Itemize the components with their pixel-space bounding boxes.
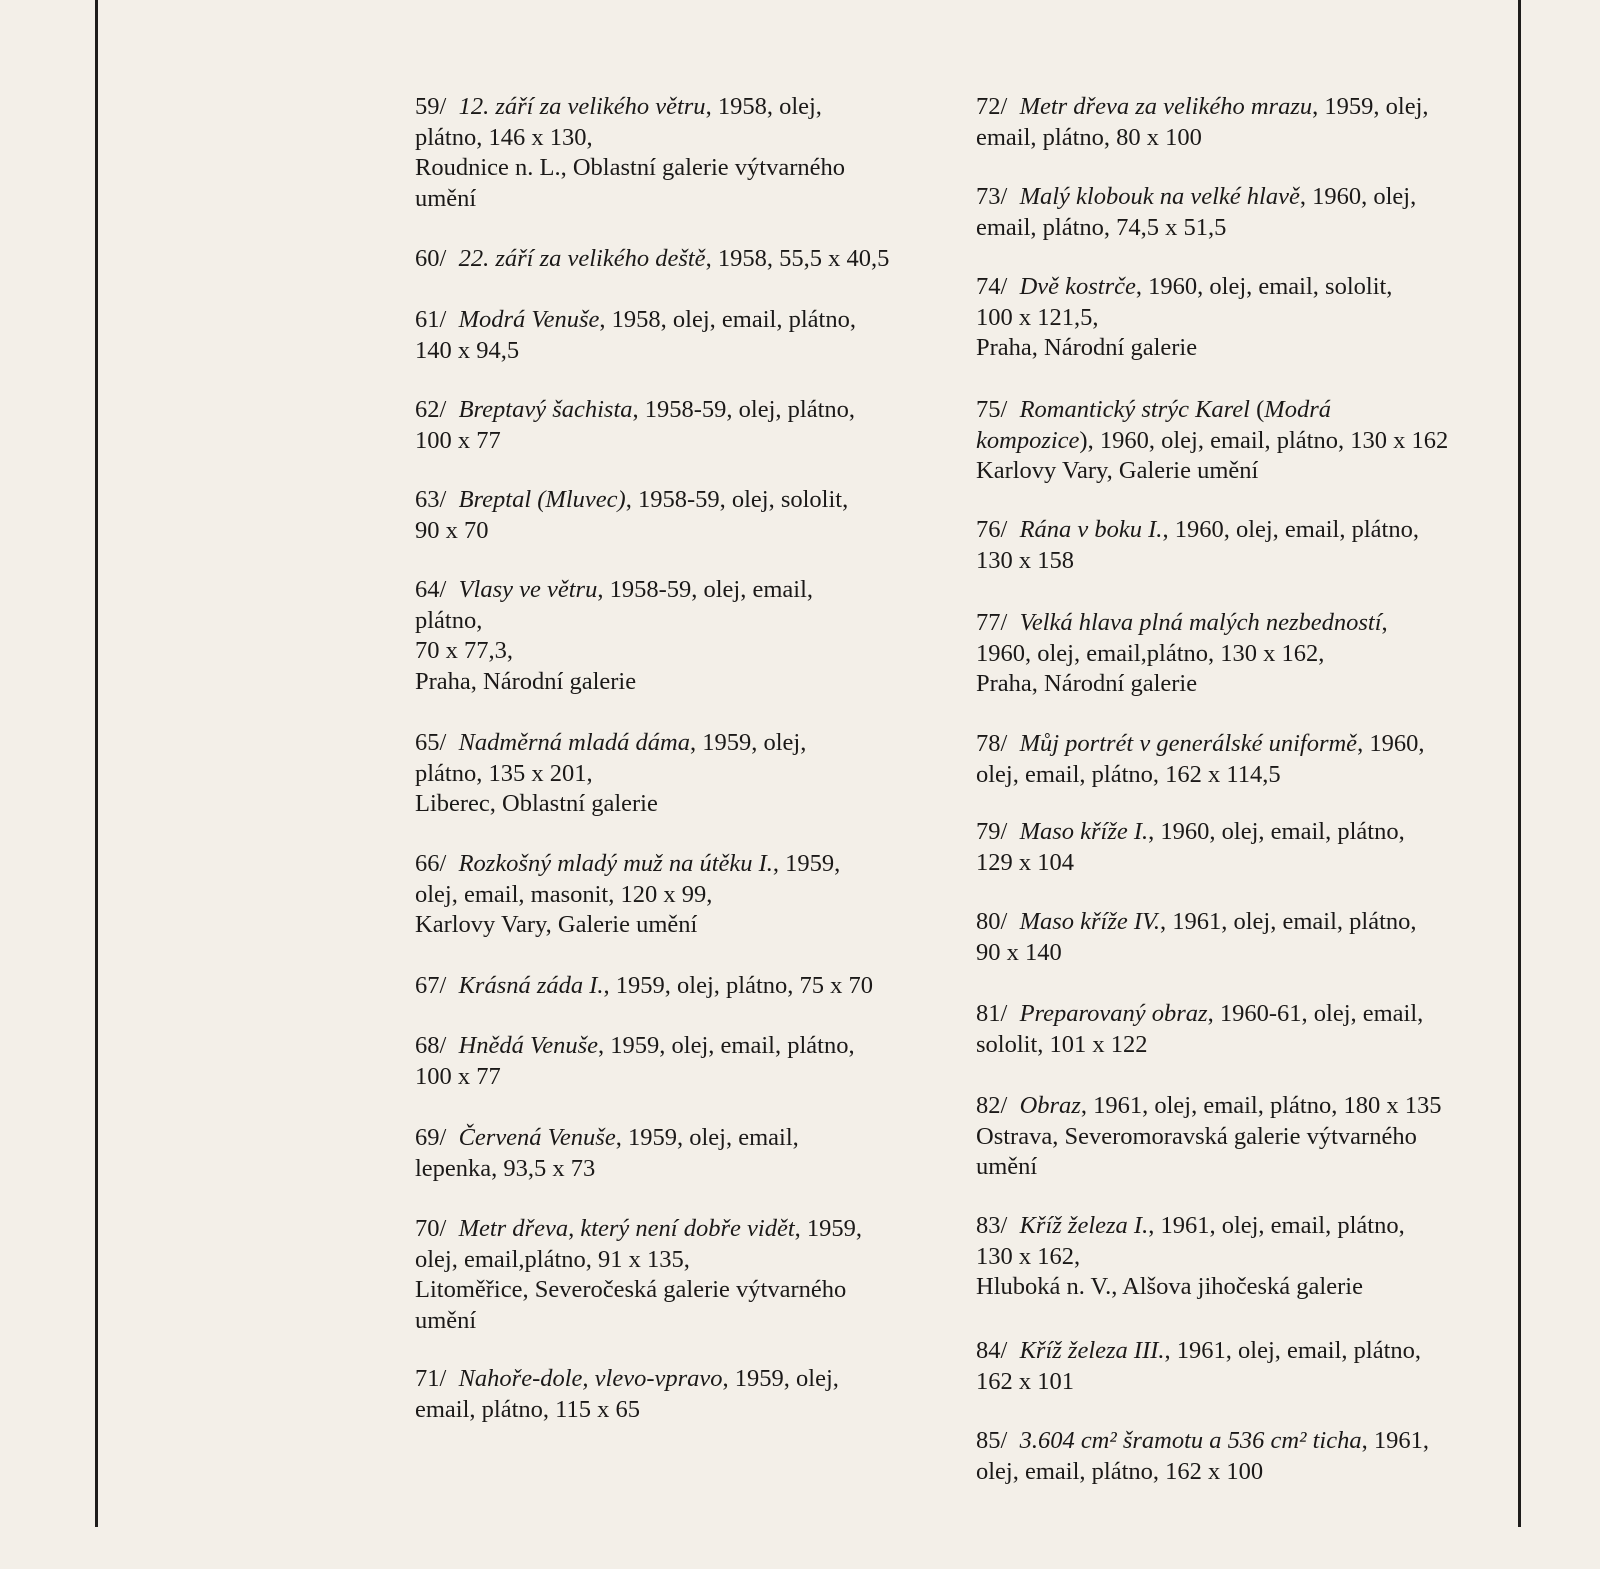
- entry-detail-line: email, plátno, 74,5 x 51,5: [976, 213, 1227, 241]
- catalog-entry: [976, 182, 1516, 243]
- entry-number: 65/: [415, 729, 447, 756]
- catalog-entry: [415, 1123, 935, 1184]
- catalog-entry: [976, 1211, 1516, 1303]
- entry-title: 22. září za velikého deště: [458, 245, 706, 272]
- entry-detail-line: umění: [976, 1153, 1038, 1180]
- entry-first-line: [976, 608, 1516, 639]
- entry-title: Rozkošný mladý muž na útěku I.: [458, 850, 773, 877]
- entry-details: , 1961, olej, email, plátno, 180 x 135: [1080, 1092, 1442, 1119]
- entry-first-line: [415, 971, 935, 1002]
- entry-detail-line: email, plátno, 115 x 65: [415, 1395, 640, 1423]
- entry-detail-line: 130 x 162,: [976, 1242, 1081, 1270]
- entry-number: 73/: [976, 183, 1008, 210]
- catalog-entry: [415, 305, 935, 366]
- entry-detail-line: olej, email,plátno, 91 x 135,: [415, 1245, 690, 1273]
- catalog-entry: [976, 272, 1516, 364]
- entry-number: 64/: [415, 576, 447, 603]
- entry-first-line: [976, 1426, 1516, 1457]
- entry-title: Dvě kostrče: [1019, 273, 1136, 300]
- entry-title-cont: Modrá: [1264, 396, 1331, 423]
- entry-details: , 1959,: [772, 850, 841, 877]
- catalog-entry: [415, 575, 935, 697]
- entry-details: ,: [1381, 609, 1388, 636]
- entry-details: , 1958-59, olej, email,: [597, 576, 814, 603]
- entry-details: , 1959, olej, plátno, 75 x 70: [603, 972, 874, 999]
- entry-first-line: [415, 395, 935, 426]
- entry-first-line: [976, 999, 1516, 1030]
- entry-first-line: [415, 92, 935, 123]
- catalog-entry: [976, 395, 1516, 487]
- entry-number: 80/: [976, 908, 1008, 935]
- entry-first-line: [415, 1214, 935, 1245]
- entry-detail-line: Liberec, Oblastní galerie: [415, 790, 658, 817]
- entry-detail-line: 130 x 158: [976, 546, 1074, 574]
- left-margin-rule: [95, 0, 98, 1527]
- entry-details: , 1959, olej,: [689, 729, 807, 756]
- entry-detail-line: Karlovy Vary, Galerie umění: [976, 457, 1259, 484]
- entry-title-paren: (: [1249, 396, 1265, 423]
- entry-first-line: [976, 817, 1516, 848]
- entry-details: , 1961,: [1361, 1427, 1429, 1454]
- entry-details: , 1958-59, olej, plátno,: [632, 396, 856, 423]
- entry-details: , 1960,: [1357, 730, 1425, 757]
- catalog-entry: [415, 1214, 935, 1336]
- entry-title: Malý klobouk na velké hlavě: [1019, 183, 1300, 210]
- entry-detail-line: Praha, Národní galerie: [976, 670, 1198, 697]
- entry-details: , 1959, olej, email, plátno,: [598, 1032, 855, 1059]
- entry-first-line: [415, 485, 935, 516]
- entry-number: 59/: [415, 93, 447, 120]
- entry-title: Můj portrét v generálské uniformě: [1019, 730, 1358, 757]
- catalog-entry: [415, 92, 935, 214]
- entry-title: Modrá Venuše: [458, 306, 600, 333]
- catalog-entry: [415, 485, 935, 546]
- entry-title: Metr dřeva, který není dobře vidět: [458, 1215, 795, 1242]
- entry-detail-line: plátno, 135 x 201,: [415, 759, 593, 787]
- entry-first-line: [415, 1123, 935, 1154]
- entry-detail-line: Roudnice n. L., Oblastní galerie výtvarného: [415, 154, 845, 181]
- entry-title: Breptavý šachista: [458, 396, 633, 423]
- entry-first-line: [415, 849, 935, 880]
- entry-title: Nahoře-dole, vlevo-vpravo: [458, 1365, 723, 1392]
- entry-detail-line: Ostrava, Severomoravská galerie výtvarného: [976, 1122, 1417, 1150]
- entry-title: Hnědá Venuše: [458, 1032, 599, 1059]
- entry-detail-line: 100 x 77: [415, 1062, 501, 1090]
- entry-title: Romantický strýc Karel: [1019, 396, 1250, 423]
- entry-first-line: [976, 92, 1516, 123]
- entry-number: 60/: [415, 245, 447, 272]
- entry-number: 69/: [415, 1124, 447, 1151]
- entry-number: 85/: [976, 1427, 1008, 1454]
- entry-first-line: [415, 305, 935, 336]
- entry-detail-line: 90 x 70: [415, 516, 489, 544]
- catalog-entry: [976, 729, 1516, 790]
- entry-detail-line: email, plátno, 80 x 100: [976, 123, 1202, 151]
- entry-detail-line: plátno,: [415, 606, 483, 634]
- entry-number: 81/: [976, 1000, 1008, 1027]
- catalog-entry: [976, 92, 1516, 153]
- entry-details: , 1958, 55,5 x 40,5: [705, 245, 890, 272]
- entry-title: Červená Venuše: [458, 1124, 616, 1151]
- entry-detail-line: 90 x 140: [976, 938, 1062, 966]
- entry-detail-line: 70 x 77,3,: [415, 637, 513, 664]
- entry-details: , 1960, olej,: [1299, 183, 1417, 210]
- entry-details: ), 1960, olej, email, plátno, 130 x 162: [1079, 426, 1449, 454]
- entry-number: 61/: [415, 306, 447, 333]
- entry-detail-line: 162 x 101: [976, 1367, 1074, 1395]
- entry-detail-line: Praha, Národní galerie: [976, 334, 1198, 361]
- entry-details: , 1960, olej, email, plátno,: [1162, 516, 1419, 543]
- entry-number: 62/: [415, 396, 447, 423]
- entry-title: Kříž železa III.: [1019, 1337, 1165, 1364]
- entry-details: , 1959, olej,: [1312, 93, 1429, 120]
- entry-first-line: [415, 1031, 935, 1062]
- entry-title-cont: kompozice: [976, 426, 1080, 454]
- entry-details: , 1959,: [794, 1215, 863, 1242]
- entry-number: 79/: [976, 818, 1008, 845]
- catalog-entry: [976, 907, 1516, 968]
- entry-detail-line: 100 x 121,5,: [976, 303, 1099, 331]
- entry-details: , 1960, olej, email, plátno,: [1148, 818, 1405, 845]
- entry-number: 70/: [415, 1215, 447, 1242]
- entry-title: Krásná záda I.: [458, 972, 604, 999]
- catalog-entry: [976, 817, 1516, 878]
- entry-number: 75/: [976, 396, 1008, 423]
- entry-detail-line: Karlovy Vary, Galerie umění: [415, 911, 698, 938]
- entry-title: Metr dřeva za velikého mrazu: [1019, 93, 1313, 120]
- entry-number: 68/: [415, 1032, 447, 1059]
- entry-number: 72/: [976, 93, 1008, 120]
- catalog-entry: [415, 1364, 935, 1425]
- entry-first-line: [976, 907, 1516, 938]
- entry-number: 83/: [976, 1212, 1008, 1239]
- entry-title: Maso kříže IV.: [1019, 908, 1160, 935]
- entry-first-line: [976, 1211, 1516, 1242]
- entry-number: 78/: [976, 730, 1008, 757]
- entry-details: , 1959, olej, email,: [615, 1124, 799, 1151]
- catalog-entry: [415, 244, 935, 275]
- entry-number: 74/: [976, 273, 1008, 300]
- entry-number: 84/: [976, 1337, 1008, 1364]
- entry-number: 66/: [415, 850, 447, 877]
- entry-details: , 1961, olej, email, plátno,: [1159, 908, 1417, 935]
- entry-number: 63/: [415, 486, 447, 513]
- entry-title: Obraz: [1019, 1092, 1081, 1119]
- entry-first-line: [976, 272, 1516, 303]
- entry-number: 67/: [415, 972, 447, 999]
- entry-title: 12. září za velikého větru: [458, 93, 706, 120]
- entry-title: Preparovaný obraz: [1019, 1000, 1208, 1027]
- entry-detail-line: [976, 426, 1516, 457]
- entry-title: Velká hlava plná malých nezbedností: [1019, 609, 1382, 636]
- entry-details: , 1958, olej,: [705, 93, 822, 120]
- entry-detail-line: Hluboká n. V., Alšova jihočeská galerie: [976, 1273, 1363, 1300]
- entry-detail-line: plátno, 146 x 130,: [415, 123, 593, 151]
- entry-details: , 1961, olej, email, plátno,: [1164, 1337, 1422, 1364]
- entry-details: , 1960, olej, email, sololit,: [1135, 273, 1393, 300]
- entry-number: 76/: [976, 516, 1008, 543]
- entry-title: Rána v boku I.: [1019, 516, 1163, 543]
- catalog-entry: [415, 849, 935, 941]
- catalog-entry: [976, 1091, 1516, 1183]
- entry-details: , 1958, olej, email, plátno,: [599, 306, 856, 333]
- entry-detail-line: 1960, olej, email,plátno, 130 x 162,: [976, 639, 1325, 667]
- entry-first-line: [976, 1336, 1516, 1367]
- entry-detail-line: 100 x 77: [415, 426, 501, 454]
- entry-detail-line: umění: [415, 184, 477, 212]
- entry-detail-line: 140 x 94,5: [415, 336, 520, 364]
- entry-first-line: [976, 515, 1516, 546]
- entry-first-line: [415, 728, 935, 759]
- catalog-entry: [976, 515, 1516, 576]
- entry-number: 82/: [976, 1092, 1008, 1119]
- entry-title: Breptal (Mluvec): [458, 486, 626, 513]
- entry-first-line: [976, 1091, 1516, 1122]
- entry-details: , 1961, olej, email, plátno,: [1148, 1212, 1405, 1239]
- entry-detail-line: olej, email, masonit, 120 x 99,: [415, 880, 713, 908]
- entry-first-line: [976, 729, 1516, 760]
- catalog-entry: [415, 971, 935, 1002]
- catalog-entry: [415, 1031, 935, 1092]
- entry-title: Nadměrná mladá dáma: [458, 729, 690, 756]
- entry-detail-line: 129 x 104: [976, 848, 1074, 876]
- catalog-entry: [976, 608, 1516, 700]
- entry-title: Vlasy ve větru: [458, 576, 598, 603]
- entry-detail-line: Litoměřice, Severočeská galerie výtvarného: [415, 1276, 847, 1303]
- entry-first-line: [976, 395, 1516, 426]
- entry-detail-line: lepenka, 93,5 x 73: [415, 1154, 596, 1182]
- entry-detail-line: Praha, Národní galerie: [415, 667, 637, 695]
- entry-first-line: [415, 244, 935, 275]
- entry-detail-line: umění: [415, 1306, 477, 1334]
- entry-number: 71/: [415, 1365, 447, 1392]
- right-margin-rule: [1518, 0, 1521, 1527]
- entry-first-line: [415, 1364, 935, 1395]
- entry-title: 3.604 cm² šramotu a 536 cm² ticha: [1019, 1427, 1362, 1454]
- entry-title: Kříž železa I.: [1019, 1212, 1149, 1239]
- catalog-entry: [415, 728, 935, 820]
- catalog-entry: [976, 1426, 1516, 1487]
- entry-first-line: [415, 575, 935, 606]
- catalog-entry: [976, 999, 1516, 1060]
- entry-number: 77/: [976, 609, 1008, 636]
- entry-details: , 1958-59, olej, sololit,: [625, 486, 849, 513]
- entry-first-line: [976, 182, 1516, 213]
- catalog-entry: [415, 395, 935, 456]
- entry-detail-line: olej, email, plátno, 162 x 100: [976, 1457, 1264, 1485]
- entry-detail-line: sololit, 101 x 122: [976, 1030, 1148, 1058]
- entry-details: , 1959, olej,: [722, 1365, 839, 1392]
- entry-title: Maso kříže I.: [1019, 818, 1149, 845]
- catalog-entry: [976, 1336, 1516, 1397]
- entry-details: , 1960-61, olej, email,: [1207, 1000, 1424, 1027]
- entry-detail-line: olej, email, plátno, 162 x 114,5: [976, 760, 1281, 788]
